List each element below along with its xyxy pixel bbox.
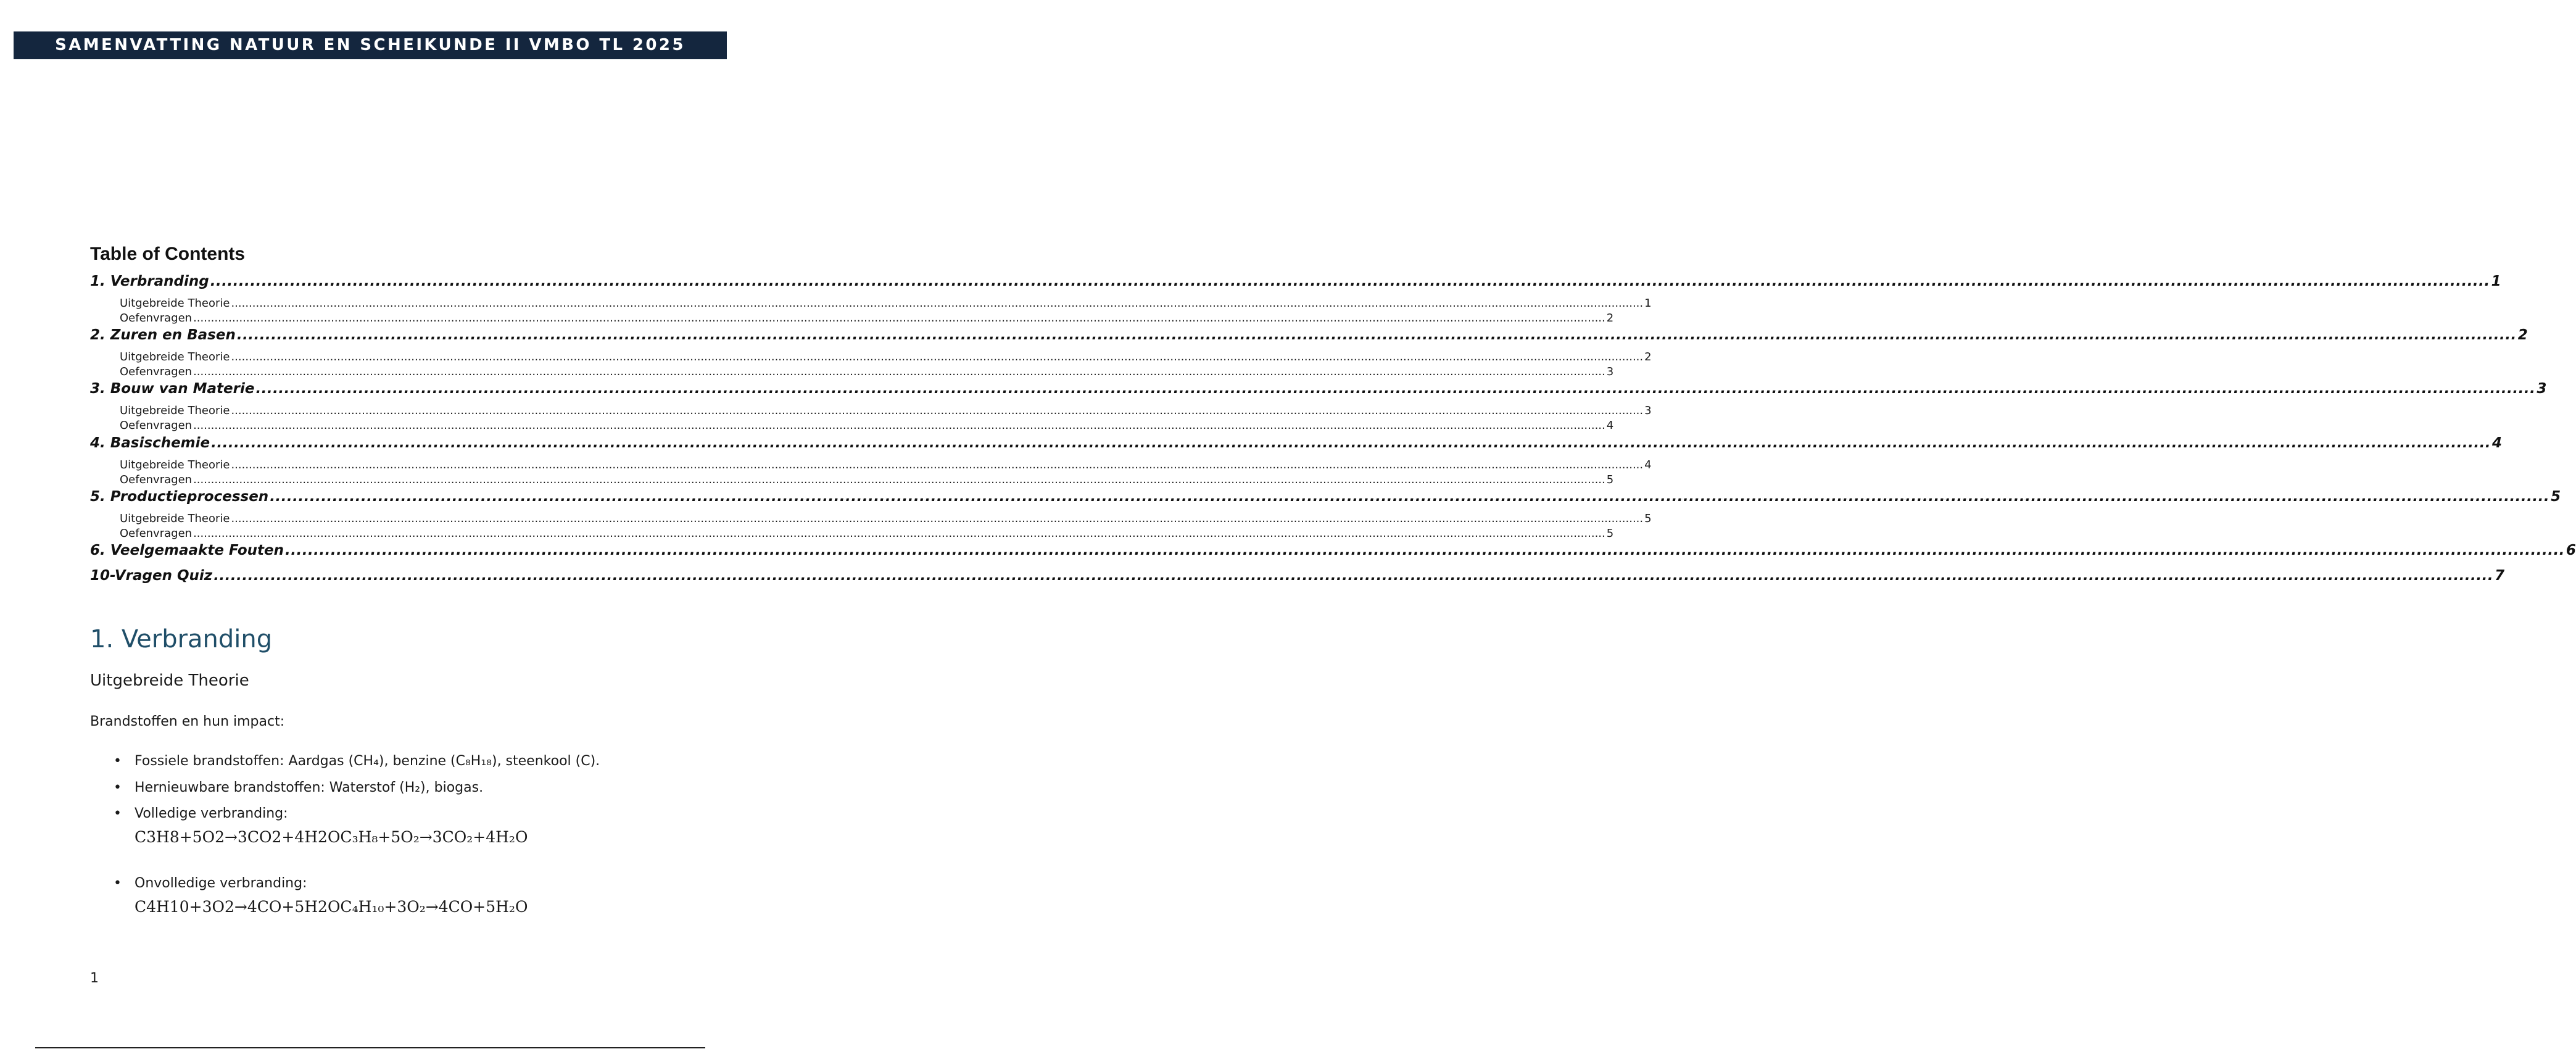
toc-entry[interactable] [90,487,2561,506]
toc-subentry-label: Oefenvragen [120,473,193,486]
section-subheading: Uitgebreide Theorie [90,671,249,690]
toc-entry[interactable] [90,326,2528,344]
document-banner-title: SAMENVATTING NATUUR EN SCHEIKUNDE II VMBO TL 2025 [14,31,727,59]
section-heading: 1. Verbranding [90,625,273,653]
list-item-text: Onvolledige verbranding: [135,876,307,891]
chemical-equation: C3H8+5O2→3CO2+4H2OC₃H₈+5O₂→3CO₂+4H₂O [135,828,528,846]
toc-dot-leader: ................................................................................................................................................................................................................................................................................................................................................................................................................ [193,312,1605,325]
toc-subentry[interactable] [120,458,1652,472]
toc-dot-leader: ................................................................................................................................................................................................................................................................................................................................................................................................................ [255,381,2536,397]
toc-subentry-label: Uitgebreide Theorie [120,350,230,363]
toc-subentry-label: Oefenvragen [120,365,193,378]
bullet-marker: • [114,753,122,769]
bullet-marker: • [114,780,122,795]
toc-entry[interactable] [90,434,2503,452]
toc-subentry-label: Uitgebreide Theorie [120,458,230,471]
toc-title: Table of Contents [90,244,246,264]
toc-dot-leader: ................................................................................................................................................................................................................................................................................................................................................................................................................ [231,350,1644,363]
toc-entry-label: 1. Verbranding [90,273,209,289]
toc-subentry-page: 1 [1644,297,1652,310]
toc-dot-leader: ................................................................................................................................................................................................................................................................................................................................................................................................................ [211,435,2491,451]
toc-subentry-page: 2 [1644,350,1652,363]
toc-entry-page: 4 [2492,435,2503,451]
list-item-text: Hernieuwbare brandstoffen: Waterstof (H₂), biogas. [135,780,484,795]
toc-subentry-page: 4 [1644,458,1652,471]
page-number: 1 [90,971,99,986]
toc-subentry-page: 4 [1606,419,1614,432]
toc-entry-page: 6 [2566,542,2576,558]
toc-subentry-label: Uitgebreide Theorie [120,512,230,525]
toc-subentry[interactable] [120,365,1614,379]
footer-divider [35,1047,705,1048]
toc-entry-label: 6. Veelgemaakte Fouten [90,542,284,558]
toc-subentry[interactable] [120,473,1614,487]
toc-subentry-page: 5 [1606,527,1614,540]
toc-dot-leader: ................................................................................................................................................................................................................................................................................................................................................................................................................ [231,458,1644,471]
toc-dot-leader: ................................................................................................................................................................................................................................................................................................................................................................................................................ [193,365,1605,378]
toc-subentry[interactable] [120,350,1652,364]
toc-subentry-page: 5 [1606,473,1614,486]
toc-subentry-page: 3 [1644,404,1652,417]
toc-entry-page: 3 [2537,381,2547,397]
bullet-marker: • [114,806,122,821]
toc-subentry[interactable] [120,297,1652,310]
toc-dot-leader: ................................................................................................................................................................................................................................................................................................................................................................................................................ [236,327,2517,343]
toc-subentry-label: Uitgebreide Theorie [120,404,230,417]
toc-entry-page: 1 [2491,273,2501,289]
toc-subentry-label: Uitgebreide Theorie [120,297,230,310]
list-item-text: Volledige verbranding: [135,806,288,821]
toc-dot-leader: ................................................................................................................................................................................................................................................................................................................................................................................................................ [231,404,1644,417]
toc-dot-leader: ................................................................................................................................................................................................................................................................................................................................................................................................................ [193,527,1605,540]
toc-subentry[interactable] [120,512,1652,526]
toc-subentry[interactable] [120,404,1652,418]
toc-entry-label: 2. Zuren en Basen [90,327,236,343]
toc-subentry-label: Oefenvragen [120,312,193,325]
toc-entry-label: 4. Basischemie [90,435,210,451]
toc-dot-leader: ................................................................................................................................................................................................................................................................................................................................................................................................................ [213,568,2494,584]
toc-subentry-label: Oefenvragen [120,419,193,432]
section-intro: Brandstoffen en hun impact: [90,714,285,729]
toc-entry[interactable] [90,566,2505,585]
toc-entry-page: 5 [2551,489,2561,505]
toc-dot-leader: ................................................................................................................................................................................................................................................................................................................................................................................................................ [231,512,1644,525]
toc-dot-leader: ................................................................................................................................................................................................................................................................................................................................................................................................................ [193,419,1605,432]
toc-entry[interactable] [90,541,2576,560]
toc-entry-page: 7 [2495,568,2505,584]
toc-subentry-page: 3 [1606,365,1614,378]
toc-subentry[interactable] [120,419,1614,433]
toc-dot-leader: ................................................................................................................................................................................................................................................................................................................................................................................................................ [270,489,2550,505]
toc-dot-leader: ................................................................................................................................................................................................................................................................................................................................................................................................................ [231,297,1644,310]
toc-dot-leader: ................................................................................................................................................................................................................................................................................................................................................................................................................ [210,273,2490,289]
toc-subentry-page: 5 [1644,512,1652,525]
list-item-text: Fossiele brandstoffen: Aardgas (CH₄), benzine (C₈H₁₈), steenkool (C). [135,753,600,769]
toc-dot-leader: ................................................................................................................................................................................................................................................................................................................................................................................................................ [193,473,1605,486]
toc-dot-leader: ................................................................................................................................................................................................................................................................................................................................................................................................................ [285,542,2565,558]
toc-entry[interactable] [90,272,2501,291]
chemical-equation: C4H10+3O2→4CO+5H2OC₄H₁₀+3O₂→4CO+5H₂O [135,898,528,916]
toc-entry-label: 10-Vragen Quiz [90,568,213,584]
toc-entry-page: 2 [2517,327,2528,343]
toc-subentry-page: 2 [1606,312,1614,325]
bullet-marker: • [114,876,122,891]
toc-entry-label: 3. Bouw van Materie [90,381,255,397]
toc-entry[interactable] [90,379,2547,398]
toc-subentry[interactable] [120,527,1614,541]
toc-subentry[interactable] [120,312,1614,325]
toc-entry-label: 5. Productieprocessen [90,489,269,505]
toc-subentry-label: Oefenvragen [120,527,193,540]
